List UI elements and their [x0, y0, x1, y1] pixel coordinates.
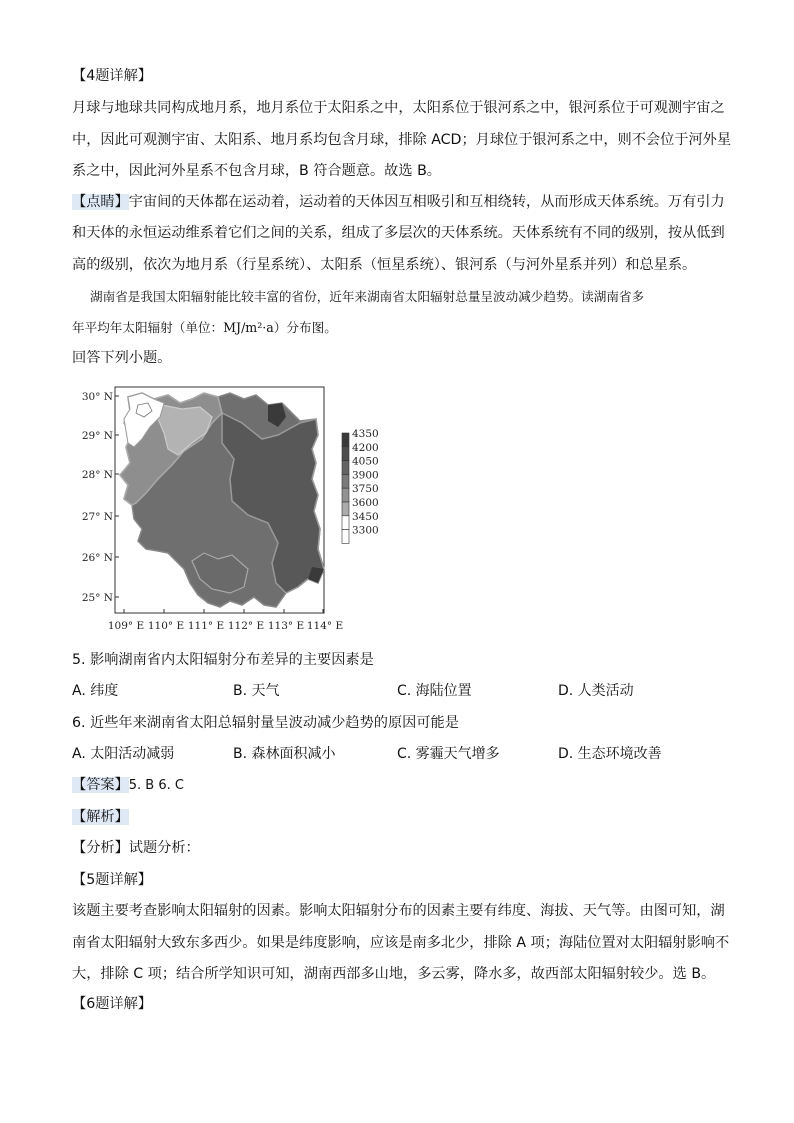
lon-label-109: 109° E [107, 620, 145, 632]
legend-label-4050: 4050 [352, 455, 379, 468]
legend-swatch-3900 [342, 474, 349, 488]
q4-line-2: 中，因此可观测宇宙、太阳系、地月系均包含月球，排除 ACD；月球位于银河系之中，则不会位于河外星 [72, 132, 732, 148]
dianjing-label: 【点睛】 [72, 194, 129, 210]
legend-swatch-3600 [342, 502, 349, 516]
q4-header: 【4题详解】 [72, 68, 152, 84]
q5-line-3: 大，排除 C 项；结合所学知识可知，湖南西部多山地，多云雾，降水多，故西部太阳辐射较少。选 B。 [72, 966, 716, 982]
answer-text: 5. B 6. C [128, 778, 184, 793]
q5-option-b: B. 天气 [233, 683, 280, 699]
map-svg [72, 383, 379, 635]
q6-stem: 6. 近些年来湖南省太阳总辐射量呈波动减少趋势的原因可能是 [72, 715, 459, 731]
dianjing-line-2: 和天体的永恒运动维系着它们之间的关系，组成了多层次的天体系统。天体系统有不同的级别，按从低到 [72, 225, 725, 241]
lon-label-114: 114° E [306, 620, 344, 632]
legend-swatch-4200 [342, 447, 349, 461]
lat-label-30: 30° N [81, 391, 113, 403]
solar-radiation-map [72, 383, 379, 635]
legend-label-3450: 3450 [352, 510, 379, 523]
q4-line-1: 月球与地球共同构成地月系，地月系位于太阳系之中，太阳系位于银河系之中，银河系位于可观测宇宙之 [72, 100, 725, 116]
lon-label-112: 112° E [227, 620, 265, 632]
legend-label-4200: 4200 [352, 441, 379, 454]
legend-swatch-4350 [342, 433, 349, 447]
q6-option-c: C. 雾霾天气增多 [397, 746, 500, 762]
lon-label-113: 113° E [267, 620, 305, 632]
answer-line [72, 775, 184, 796]
lat-label-29: 29° N [81, 430, 113, 442]
q5-header: 【5题详解】 [72, 872, 152, 888]
q6-header: 【6题详解】 [72, 996, 152, 1012]
dianjing-line-1: 【点睛】宇宙间的天体都在运动着，运动着的天体因互相吸引和互相绕转，从而形成天体系统。万有引力 [72, 194, 725, 210]
fenxi-line [72, 838, 200, 858]
q6-option-b: B. 森林面积减小 [233, 746, 336, 762]
lat-label-27: 27° N [81, 511, 113, 523]
q5-option-d: D. 人类活动 [558, 683, 634, 699]
lat-label-26: 26° N [81, 552, 113, 564]
legend-label-3600: 3600 [352, 497, 379, 509]
legend-swatch-3750 [342, 488, 349, 502]
legend-label-3300: 3300 [352, 524, 379, 537]
legend-label-3750: 3750 [352, 483, 379, 496]
q6-option-a: A. 太阳活动减弱 [72, 746, 175, 762]
lon-label-111: 111° E [187, 620, 225, 632]
legend [342, 428, 379, 543]
legend-label-4350: 4350 [352, 428, 379, 440]
intro-line-1: 湖南省是我国太阳辐射能比较丰富的省份，近年来湖南省太阳辐射总量呈波动减少趋势。读湖南省多 [90, 289, 645, 304]
jiexi-label: 【解析】 [72, 809, 129, 825]
lat-label-28: 28° N [81, 469, 113, 481]
q5-line-1: 该题主要考查影响太阳辐射的因素。影响太阳辐射分布的因素主要有纬度、海拔、天气等。由图可知，湖 [72, 903, 725, 919]
dianjing-line-3: 高的级别，依次为地月系（行星系统）、太阳系（恒星系统）、银河系（与河外星系并列）和总星系。 [72, 257, 697, 273]
intro-line-2: 年平均年太阳辐射（单位：MJ/m²·a）分布图。 [72, 320, 337, 335]
legend-swatch-4050 [342, 461, 349, 475]
q6-option-d: D. 生态环境改善 [558, 746, 662, 762]
legend-label-3900: 3900 [352, 469, 379, 482]
q5-option-c: C. 海陆位置 [397, 683, 472, 699]
answer-label: 【答案】 [72, 777, 129, 793]
q5-line-2: 南省太阳辐射大致东多西少。如果是纬度影响，应该是南多北少，排除 A 项；海陆位置对太阳辐射影响不 [72, 935, 730, 951]
fenxi-text: 试题分析： [128, 840, 200, 856]
instruction: 回答下列小题。 [72, 350, 172, 366]
q5-stem: 5. 影响湖南省内太阳辐射分布差异的主要因素是 [72, 652, 374, 668]
lat-label-25: 25° N [81, 592, 113, 604]
legend-swatch-3300 [342, 530, 349, 544]
q4-line-3: 系之中，因此河外星系不包含月球，B 符合题意。故选 B。 [72, 163, 441, 179]
lon-label-110: 110° E [147, 620, 185, 632]
jiexi-line [72, 807, 129, 827]
legend-swatch-3450 [342, 516, 349, 530]
q5-option-a: A. 纬度 [72, 683, 119, 699]
fenxi-label: 【分析】 [72, 840, 129, 856]
